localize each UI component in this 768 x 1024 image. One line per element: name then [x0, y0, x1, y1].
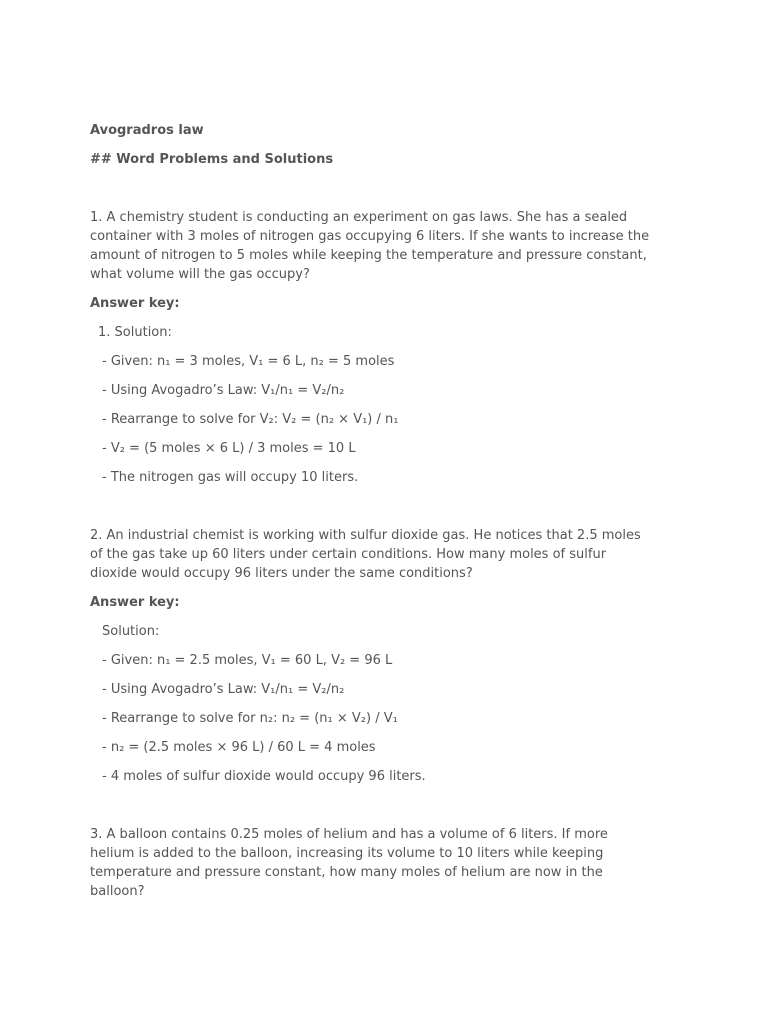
question-3-text: 3. A balloon contains 0.25 moles of helium and has a volume of 6 liters. If more helium is added to the balloon, increasing its volume to 10 liters while keeping temperature and pressure constant, how many moles of helium are now in the balloon? [90, 827, 608, 899]
question-2-step: - n₂ = (2.5 moles × 96 L) / 60 L = 4 moles [102, 740, 376, 755]
question-2-step: - Using Avogadro’s Law: V₁/n₁ = V₂/n₂ [102, 682, 345, 697]
question-1-step: - The nitrogen gas will occupy 10 liters. [102, 470, 359, 485]
question-2-text: 2. An industrial chemist is working with sulfur dioxide gas. He notices that 2.5 moles of the gas take up 60 liters under certain conditions. How many moles of sulfur dioxide would occupy 96 liters under the same conditions? [90, 528, 641, 581]
question-2-answer-key: Answer key: [90, 595, 180, 610]
question-2-step: - Rearrange to solve for n₂: n₂ = (n₁ × V₂) / V₁ [102, 711, 398, 726]
document-title: Avogradros law [90, 123, 204, 138]
question-1-answer-key: Answer key: [90, 296, 180, 311]
question-1-step: - V₂ = (5 moles × 6 L) / 3 moles = 10 L [102, 441, 356, 456]
question-2-solution-label: Solution: [102, 624, 160, 639]
question-1-step: - Rearrange to solve for V₂: V₂ = (n₂ × V₁) / n₁ [102, 412, 399, 427]
question-1-solution-label: 1. Solution: [98, 325, 172, 340]
question-2-step: - 4 moles of sulfur dioxide would occupy 96 liters. [102, 769, 426, 784]
document-subtitle: ## Word Problems and Solutions [90, 152, 334, 167]
question-1-step: - Given: n₁ = 3 moles, V₁ = 6 L, n₂ = 5 moles [102, 354, 395, 369]
question-1-text: 1. A chemistry student is conducting an experiment on gas laws. She has a sealed container with 3 moles of nitrogen gas occupying 6 liters. If she wants to increase the amount of nitrogen to 5 moles while keeping the temperature and pressure constant, what volume will the gas occupy? [90, 210, 650, 282]
question-1-step: - Using Avogadro’s Law: V₁/n₁ = V₂/n₂ [102, 383, 345, 398]
question-2-step: - Given: n₁ = 2.5 moles, V₁ = 60 L, V₂ = 96 L [102, 653, 393, 668]
